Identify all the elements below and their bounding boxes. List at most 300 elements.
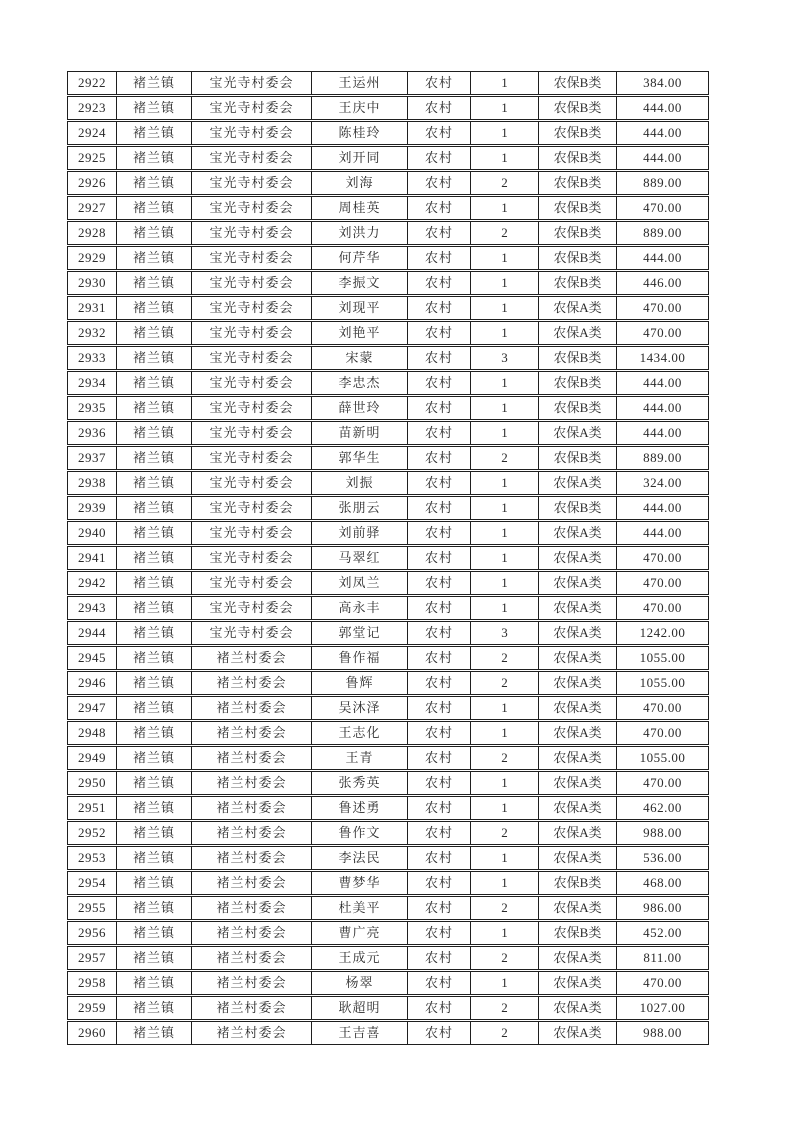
cell-amount: 536.00 (616, 847, 708, 869)
cell-person-name: 苗新明 (311, 422, 407, 444)
cell-residence-type: 农村 (407, 997, 470, 1019)
cell-insurance-category: 农保A类 (538, 297, 616, 319)
cell-person-count: 1 (470, 422, 538, 444)
cell-amount: 889.00 (616, 222, 708, 244)
cell-insurance-category: 农保A类 (538, 547, 616, 569)
cell-village-committee: 宝光寺村委会 (191, 497, 311, 519)
cell-person-name: 刘现平 (311, 297, 407, 319)
cell-village-committee: 褚兰村委会 (191, 847, 311, 869)
cell-amount: 470.00 (616, 697, 708, 719)
cell-amount: 444.00 (616, 522, 708, 544)
cell-village-committee: 宝光寺村委会 (191, 597, 311, 619)
cell-serial-number: 2922 (78, 75, 106, 90)
table-row (67, 321, 709, 345)
cell-town: 褚兰镇 (116, 522, 191, 544)
cell-amount: 470.00 (616, 547, 708, 569)
cell-amount: 384.00 (616, 72, 708, 94)
table-row (67, 446, 709, 470)
cell-person-name: 郭堂记 (311, 622, 407, 644)
cell-residence-type: 农村 (407, 772, 470, 794)
cell-person-name: 鲁辉 (311, 672, 407, 694)
cell-town: 褚兰镇 (116, 622, 191, 644)
table-row (67, 496, 709, 520)
cell-person-name: 刘海 (311, 172, 407, 194)
cell-amount: 1055.00 (616, 672, 708, 694)
cell-insurance-category: 农保B类 (538, 72, 616, 94)
cell-serial-number: 2947 (78, 700, 106, 715)
cell-village-committee: 宝光寺村委会 (191, 472, 311, 494)
cell-serial-number: 2942 (78, 575, 106, 590)
cell-person-count: 1 (470, 372, 538, 394)
cell-town: 褚兰镇 (116, 72, 191, 94)
cell-serial-number: 2937 (78, 450, 106, 465)
cell-insurance-category: 农保B类 (538, 397, 616, 419)
cell-person-count: 1 (470, 797, 538, 819)
table-row (67, 546, 709, 570)
cell-amount: 462.00 (616, 797, 708, 819)
cell-person-count: 2 (470, 747, 538, 769)
table-row (67, 121, 709, 145)
cell-village-committee: 宝光寺村委会 (191, 347, 311, 369)
cell-village-committee: 宝光寺村委会 (191, 147, 311, 169)
cell-village-committee: 褚兰村委会 (191, 672, 311, 694)
cell-insurance-category: 农保B类 (538, 222, 616, 244)
cell-serial-number: 2951 (78, 800, 106, 815)
cell-insurance-category: 农保B类 (538, 97, 616, 119)
cell-village-committee: 宝光寺村委会 (191, 397, 311, 419)
cell-town: 褚兰镇 (116, 697, 191, 719)
cell-residence-type: 农村 (407, 347, 470, 369)
table-row (67, 346, 709, 370)
cell-serial-number: 2936 (78, 425, 106, 440)
cell-amount: 988.00 (616, 1022, 708, 1044)
cell-town: 褚兰镇 (116, 447, 191, 469)
cell-village-committee: 宝光寺村委会 (191, 197, 311, 219)
cell-insurance-category: 农保B类 (538, 497, 616, 519)
cell-person-name: 刘洪力 (311, 222, 407, 244)
cell-insurance-category: 农保A类 (538, 672, 616, 694)
cell-amount: 811.00 (616, 947, 708, 969)
cell-serial-number: 2950 (78, 775, 106, 790)
cell-village-committee: 褚兰村委会 (191, 697, 311, 719)
cell-person-count: 2 (470, 897, 538, 919)
cell-serial-number: 2945 (78, 650, 106, 665)
cell-person-count: 2 (470, 1022, 538, 1044)
table-row (67, 471, 709, 495)
cell-residence-type: 农村 (407, 247, 470, 269)
cell-amount: 889.00 (616, 172, 708, 194)
cell-residence-type: 农村 (407, 497, 470, 519)
table-row (67, 196, 709, 220)
table-row (67, 221, 709, 245)
cell-person-count: 2 (470, 822, 538, 844)
cell-insurance-category: 农保A类 (538, 847, 616, 869)
cell-person-count: 1 (470, 972, 538, 994)
cell-person-count: 2 (470, 222, 538, 244)
cell-serial-number: 2938 (78, 475, 106, 490)
cell-village-committee: 褚兰村委会 (191, 772, 311, 794)
cell-village-committee: 宝光寺村委会 (191, 247, 311, 269)
table-row (67, 621, 709, 645)
cell-insurance-category: 农保A类 (538, 597, 616, 619)
table-row (67, 246, 709, 270)
cell-person-name: 鲁作文 (311, 822, 407, 844)
cell-person-name: 王庆中 (311, 97, 407, 119)
table-row (67, 1021, 709, 1045)
cell-person-count: 1 (470, 572, 538, 594)
cell-amount: 452.00 (616, 922, 708, 944)
cell-town: 褚兰镇 (116, 172, 191, 194)
cell-person-count: 3 (470, 622, 538, 644)
table-row (67, 596, 709, 620)
cell-amount: 470.00 (616, 772, 708, 794)
cell-person-count: 1 (470, 772, 538, 794)
cell-amount: 470.00 (616, 322, 708, 344)
cell-serial-number: 2931 (78, 300, 106, 315)
cell-person-count: 1 (470, 197, 538, 219)
cell-residence-type: 农村 (407, 122, 470, 144)
cell-serial-number: 2927 (78, 200, 106, 215)
cell-town: 褚兰镇 (116, 397, 191, 419)
cell-insurance-category: 农保B类 (538, 247, 616, 269)
cell-insurance-category: 农保B类 (538, 372, 616, 394)
cell-amount: 470.00 (616, 597, 708, 619)
cell-town: 褚兰镇 (116, 822, 191, 844)
cell-village-committee: 宝光寺村委会 (191, 522, 311, 544)
cell-town: 褚兰镇 (116, 372, 191, 394)
cell-person-name: 王志化 (311, 722, 407, 744)
cell-serial-number: 2948 (78, 725, 106, 740)
table-row (67, 796, 709, 820)
cell-insurance-category: 农保A类 (538, 622, 616, 644)
cell-residence-type: 农村 (407, 522, 470, 544)
cell-town: 褚兰镇 (116, 497, 191, 519)
cell-residence-type: 农村 (407, 597, 470, 619)
cell-town: 褚兰镇 (116, 547, 191, 569)
cell-person-name: 刘前驿 (311, 522, 407, 544)
cell-village-committee: 宝光寺村委会 (191, 122, 311, 144)
cell-amount: 889.00 (616, 447, 708, 469)
cell-village-committee: 宝光寺村委会 (191, 222, 311, 244)
cell-serial-number: 2946 (78, 675, 106, 690)
cell-residence-type: 农村 (407, 972, 470, 994)
table-row (67, 971, 709, 995)
cell-person-name: 刘凤兰 (311, 572, 407, 594)
cell-insurance-category: 农保B类 (538, 447, 616, 469)
cell-town: 褚兰镇 (116, 222, 191, 244)
cell-village-committee: 褚兰村委会 (191, 722, 311, 744)
cell-insurance-category: 农保A类 (538, 472, 616, 494)
cell-village-committee: 褚兰村委会 (191, 647, 311, 669)
cell-insurance-category: 农保A类 (538, 822, 616, 844)
cell-village-committee: 褚兰村委会 (191, 822, 311, 844)
cell-village-committee: 宝光寺村委会 (191, 547, 311, 569)
cell-amount: 1434.00 (616, 347, 708, 369)
cell-serial-number: 2957 (78, 950, 106, 965)
cell-person-count: 2 (470, 647, 538, 669)
cell-person-name: 吴沐泽 (311, 697, 407, 719)
cell-insurance-category: 农保A类 (538, 972, 616, 994)
cell-person-name: 薛世玲 (311, 397, 407, 419)
cell-town: 褚兰镇 (116, 422, 191, 444)
cell-person-name: 刘开同 (311, 147, 407, 169)
cell-person-name: 李法民 (311, 847, 407, 869)
cell-residence-type: 农村 (407, 1022, 470, 1044)
cell-person-count: 1 (470, 122, 538, 144)
cell-person-name: 刘艳平 (311, 322, 407, 344)
cell-person-count: 1 (470, 472, 538, 494)
table-row (67, 146, 709, 170)
cell-person-name: 鲁作福 (311, 647, 407, 669)
cell-person-count: 1 (470, 247, 538, 269)
cell-town: 褚兰镇 (116, 247, 191, 269)
table-row (67, 171, 709, 195)
table-row (67, 871, 709, 895)
cell-insurance-category: 农保A类 (538, 322, 616, 344)
cell-person-count: 1 (470, 722, 538, 744)
cell-serial-number: 2926 (78, 175, 106, 190)
cell-residence-type: 农村 (407, 72, 470, 94)
cell-serial-number: 2929 (78, 250, 106, 265)
cell-serial-number: 2955 (78, 900, 106, 915)
cell-person-count: 1 (470, 872, 538, 894)
cell-serial-number: 2934 (78, 375, 106, 390)
cell-village-committee: 褚兰村委会 (191, 922, 311, 944)
cell-residence-type: 农村 (407, 97, 470, 119)
cell-amount: 324.00 (616, 472, 708, 494)
cell-residence-type: 农村 (407, 897, 470, 919)
cell-amount: 444.00 (616, 147, 708, 169)
cell-person-count: 2 (470, 672, 538, 694)
cell-residence-type: 农村 (407, 422, 470, 444)
cell-residence-type: 农村 (407, 472, 470, 494)
cell-person-count: 2 (470, 447, 538, 469)
cell-residence-type: 农村 (407, 947, 470, 969)
cell-serial-number: 2958 (78, 975, 106, 990)
cell-person-count: 1 (470, 397, 538, 419)
cell-village-committee: 宝光寺村委会 (191, 422, 311, 444)
cell-insurance-category: 农保A类 (538, 572, 616, 594)
cell-person-name: 张秀英 (311, 772, 407, 794)
cell-person-name: 王运州 (311, 72, 407, 94)
cell-insurance-category: 农保A类 (538, 722, 616, 744)
cell-serial-number: 2943 (78, 600, 106, 615)
cell-amount: 444.00 (616, 122, 708, 144)
cell-person-count: 2 (470, 947, 538, 969)
cell-village-committee: 宝光寺村委会 (191, 97, 311, 119)
cell-person-count: 1 (470, 597, 538, 619)
table-row (67, 71, 709, 95)
cell-amount: 446.00 (616, 272, 708, 294)
cell-town: 褚兰镇 (116, 872, 191, 894)
cell-person-count: 1 (470, 697, 538, 719)
cell-town: 褚兰镇 (116, 972, 191, 994)
cell-insurance-category: 农保B类 (538, 197, 616, 219)
cell-person-count: 1 (470, 847, 538, 869)
cell-person-name: 郭华生 (311, 447, 407, 469)
cell-village-committee: 褚兰村委会 (191, 997, 311, 1019)
cell-amount: 988.00 (616, 822, 708, 844)
cell-person-name: 杨翠 (311, 972, 407, 994)
table-row (67, 721, 709, 745)
cell-amount: 470.00 (616, 197, 708, 219)
cell-person-count: 1 (470, 97, 538, 119)
table-row (67, 696, 709, 720)
cell-residence-type: 农村 (407, 147, 470, 169)
cell-person-count: 1 (470, 72, 538, 94)
cell-amount: 444.00 (616, 97, 708, 119)
cell-amount: 470.00 (616, 972, 708, 994)
cell-serial-number: 2940 (78, 525, 106, 540)
cell-village-committee: 褚兰村委会 (191, 1022, 311, 1044)
cell-town: 褚兰镇 (116, 772, 191, 794)
cell-village-committee: 褚兰村委会 (191, 872, 311, 894)
table-row (67, 771, 709, 795)
cell-serial-number: 2935 (78, 400, 106, 415)
cell-town: 褚兰镇 (116, 272, 191, 294)
cell-town: 褚兰镇 (116, 197, 191, 219)
cell-serial-number: 2928 (78, 225, 106, 240)
cell-amount: 1055.00 (616, 647, 708, 669)
cell-insurance-category: 农保A类 (538, 897, 616, 919)
table-row (67, 996, 709, 1020)
cell-person-name: 刘振 (311, 472, 407, 494)
table-row (67, 271, 709, 295)
table-row (67, 896, 709, 920)
cell-residence-type: 农村 (407, 447, 470, 469)
cell-town: 褚兰镇 (116, 672, 191, 694)
cell-amount: 1242.00 (616, 622, 708, 644)
cell-village-committee: 宝光寺村委会 (191, 272, 311, 294)
cell-town: 褚兰镇 (116, 122, 191, 144)
cell-town: 褚兰镇 (116, 947, 191, 969)
cell-residence-type: 农村 (407, 172, 470, 194)
cell-person-name: 陈桂玲 (311, 122, 407, 144)
cell-person-name: 耿超明 (311, 997, 407, 1019)
cell-serial-number: 2949 (78, 750, 106, 765)
cell-serial-number: 2954 (78, 875, 106, 890)
cell-serial-number: 2952 (78, 825, 106, 840)
cell-person-name: 马翠红 (311, 547, 407, 569)
table-row (67, 921, 709, 945)
cell-person-name: 曹梦华 (311, 872, 407, 894)
cell-person-count: 2 (470, 172, 538, 194)
cell-serial-number: 2944 (78, 625, 106, 640)
cell-residence-type: 农村 (407, 272, 470, 294)
cell-person-count: 1 (470, 322, 538, 344)
cell-village-committee: 宝光寺村委会 (191, 372, 311, 394)
cell-village-committee: 褚兰村委会 (191, 747, 311, 769)
cell-residence-type: 农村 (407, 647, 470, 669)
cell-residence-type: 农村 (407, 822, 470, 844)
cell-serial-number: 2923 (78, 100, 106, 115)
cell-residence-type: 农村 (407, 322, 470, 344)
cell-insurance-category: 农保A类 (538, 747, 616, 769)
cell-village-committee: 褚兰村委会 (191, 897, 311, 919)
cell-residence-type: 农村 (407, 547, 470, 569)
cell-insurance-category: 农保B类 (538, 347, 616, 369)
table-row (67, 96, 709, 120)
cell-serial-number: 2939 (78, 500, 106, 515)
cell-serial-number: 2953 (78, 850, 106, 865)
cell-serial-number: 2933 (78, 350, 106, 365)
cell-town: 褚兰镇 (116, 297, 191, 319)
cell-village-committee: 褚兰村委会 (191, 797, 311, 819)
payment-table (67, 71, 709, 1045)
cell-town: 褚兰镇 (116, 147, 191, 169)
cell-town: 褚兰镇 (116, 997, 191, 1019)
cell-person-name: 杜美平 (311, 897, 407, 919)
table-row (67, 671, 709, 695)
table-row (67, 746, 709, 770)
cell-person-count: 3 (470, 347, 538, 369)
cell-person-name: 周桂英 (311, 197, 407, 219)
cell-amount: 470.00 (616, 722, 708, 744)
cell-person-count: 1 (470, 147, 538, 169)
cell-amount: 444.00 (616, 372, 708, 394)
cell-serial-number: 2960 (78, 1025, 106, 1040)
cell-insurance-category: 农保B类 (538, 147, 616, 169)
cell-village-committee: 宝光寺村委会 (191, 172, 311, 194)
cell-village-committee: 宝光寺村委会 (191, 572, 311, 594)
cell-insurance-category: 农保B类 (538, 272, 616, 294)
cell-residence-type: 农村 (407, 922, 470, 944)
cell-serial-number: 2956 (78, 925, 106, 940)
cell-person-name: 王成元 (311, 947, 407, 969)
table-row (67, 821, 709, 845)
cell-serial-number: 2924 (78, 125, 106, 140)
cell-amount: 1055.00 (616, 747, 708, 769)
table-row (67, 396, 709, 420)
cell-insurance-category: 农保A类 (538, 422, 616, 444)
cell-insurance-category: 农保A类 (538, 697, 616, 719)
cell-town: 褚兰镇 (116, 572, 191, 594)
cell-person-count: 1 (470, 497, 538, 519)
cell-residence-type: 农村 (407, 872, 470, 894)
cell-residence-type: 农村 (407, 672, 470, 694)
cell-person-count: 1 (470, 272, 538, 294)
cell-serial-number: 2941 (78, 550, 106, 565)
cell-amount: 444.00 (616, 497, 708, 519)
cell-person-count: 1 (470, 547, 538, 569)
cell-town: 褚兰镇 (116, 922, 191, 944)
cell-town: 褚兰镇 (116, 747, 191, 769)
cell-person-count: 1 (470, 522, 538, 544)
cell-village-committee: 褚兰村委会 (191, 972, 311, 994)
cell-person-count: 2 (470, 997, 538, 1019)
cell-person-name: 鲁述勇 (311, 797, 407, 819)
cell-amount: 986.00 (616, 897, 708, 919)
cell-village-committee: 宝光寺村委会 (191, 447, 311, 469)
table-row (67, 571, 709, 595)
cell-residence-type: 农村 (407, 572, 470, 594)
cell-town: 褚兰镇 (116, 797, 191, 819)
cell-serial-number: 2930 (78, 275, 106, 290)
cell-residence-type: 农村 (407, 197, 470, 219)
cell-person-name: 王吉喜 (311, 1022, 407, 1044)
cell-person-name: 宋蒙 (311, 347, 407, 369)
cell-village-committee: 宝光寺村委会 (191, 297, 311, 319)
cell-residence-type: 农村 (407, 697, 470, 719)
cell-insurance-category: 农保A类 (538, 947, 616, 969)
table-row (67, 296, 709, 320)
cell-amount: 468.00 (616, 872, 708, 894)
cell-person-name: 张朋云 (311, 497, 407, 519)
cell-serial-number: 2959 (78, 1000, 106, 1015)
cell-town: 褚兰镇 (116, 597, 191, 619)
cell-insurance-category: 农保B类 (538, 172, 616, 194)
table-row (67, 521, 709, 545)
